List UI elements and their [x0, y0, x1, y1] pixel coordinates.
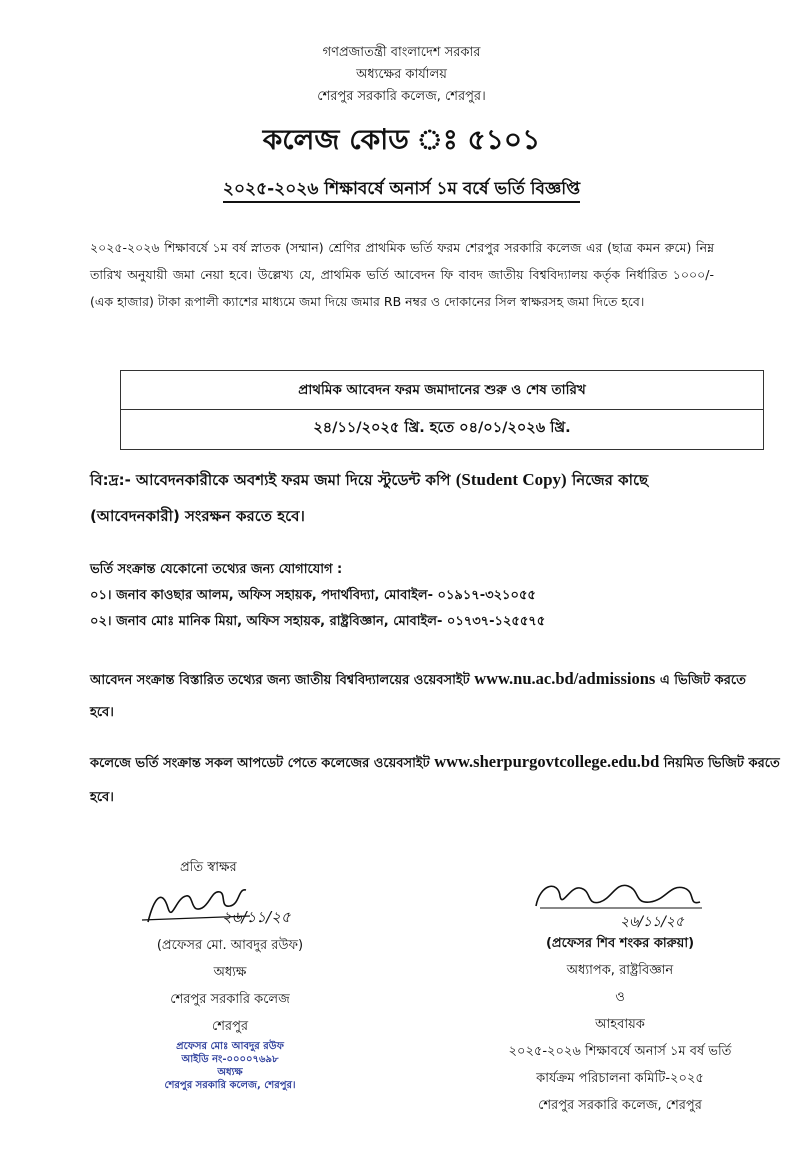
convener-role: আহবায়ক — [595, 1017, 645, 1032]
date-table — [120, 370, 764, 450]
office-name: অধ্যক্ষের কার্যালয় — [356, 67, 447, 82]
nu-website-link[interactable]: www.nu.ac.bd/admissions — [474, 669, 656, 688]
government-name: গণপ্রজাতন্ত্রী বাংলাদেশ সরকার — [322, 45, 481, 60]
principal-signature-date: ২৬/১১/২৫ — [222, 908, 291, 926]
college-name: শেরপুর সরকারি কলেজ, শেরপুর। — [317, 89, 486, 104]
note-prefix: বি:দ্র:- আবেদনকারীকে অবশ্যই ফরম জমা দিয়ে স্টুডেন্ট কপি — [90, 471, 456, 489]
nu-info-prefix: আবেদন সংক্রান্ত বিস্তারিত তথ্যের জন্য জাতীয় বিশ্ববিদ্যালয়ের ওয়েবসাইট — [90, 673, 475, 688]
principal-place: শেরপুর — [211, 1019, 249, 1034]
convener-name: (প্রফেসর শিব শংকর কারুয়া) — [545, 936, 695, 951]
countersign-label: প্রতি স্বাক্ষর — [180, 860, 237, 875]
stamp-line-3: অধ্যক্ষ — [217, 1067, 243, 1078]
note-english: (Student Copy) — [455, 470, 567, 489]
convener-designation: অধ্যাপক, রাষ্ট্রবিজ্ঞান — [566, 963, 674, 978]
contact-heading: ভর্তি সংক্রান্ত যেকোনো তথ্যের জন্য যোগাযোগ : — [90, 562, 343, 577]
college-web-suffix: নিয়মিত ভিজিট করতে হবে। — [90, 756, 780, 805]
principal-institution: শেরপুর সরকারি কলেজ — [170, 992, 290, 1007]
notice-title — [0, 176, 803, 204]
nu-info-suffix: এ ভিজিট করতে হবে। — [90, 673, 746, 720]
nu-website-info — [90, 663, 770, 729]
stamp-line-2: আইডি নং-০০০০৭৬৯৮ — [181, 1054, 279, 1065]
college-website-info — [90, 745, 780, 815]
principal-signature-image — [130, 878, 330, 932]
special-note — [90, 462, 730, 534]
note-suffix: নিজের কাছে (আবেদনকারী) সংরক্ষন করতে হবে। — [90, 471, 649, 525]
date-range: ২৪/১১/২০২৫ খ্রি. হতে ০৪/০১/২০২৬ খ্রি. — [313, 420, 571, 436]
contact-item-2: ০২। জনাব মোঃ মানিক মিয়া, অফিস সহায়ক, রাষ্ট্রবিজ্ঞান, মোবাইল- ০১৭৩৭-১২৫৫৭৫ — [90, 614, 546, 629]
contact-section — [90, 557, 750, 635]
convener-signature-block — [470, 872, 770, 1119]
committee-line-1: ২০২৫-২০২৬ শিক্ষাবর্ষে অনার্স ১ম বর্ষ ভর্তি — [508, 1044, 732, 1059]
notice-paragraph: ২০২৫-২০২৬ শিক্ষাবর্ষে ১ম বর্ষ স্নাতক (সম্মান) শ্রেণির প্রাথমিক ভর্তি ফরম শেরপুর সরকারি কলেজ এর (ছাত্র কমন রুমে) নিম্ন তারিখ অনুযায়ী জমা নেয়া হবে। উল্লেখ্য যে, প্রাথমিক ভর্তি আবেদন ফি বাবদ জাতীয় বিশ্ববিদ্যালয় কর্তৃক নির্ধারিত ১০০০/- (এক হাজার) টাকা রূপালী ক্যাশের মাধ্যমে জমা দিয়ে জমার RB নম্বর ও দোকানের সিল স্বাক্ষরসহ জমা দিতে হবে। — [90, 240, 714, 309]
stamp-line-1: প্রফেসর মোঃ আবদুর রউফ — [176, 1041, 284, 1052]
principal-name: (প্রফেসর মো. আবদুর রউফ) — [156, 938, 304, 953]
stamp-line-4: শেরপুর সরকারি কলেজ, শেরপুর। — [164, 1080, 296, 1091]
notice-title-text: ২০২৫-২০২৬ শিক্ষাবর্ষে অনার্স ১ম বর্ষে ভর্তি বিজ্ঞপ্তি — [223, 179, 580, 203]
principal-signature-block — [100, 858, 360, 1092]
convener-signature-date: ২৬/১১/২৫ — [620, 914, 684, 930]
principal-stamp — [100, 1040, 360, 1092]
principal-designation: অধ্যক্ষ — [213, 965, 247, 980]
convener-institution: শেরপুর সরকারি কলেজ, শেরপুর — [538, 1098, 702, 1113]
committee-line-2: কার্যক্রম পরিচালনা কমিটি-২০২৫ — [536, 1071, 704, 1086]
date-table-heading: প্রাথমিক আবেদন ফরম জমাদানের শুরু ও শেষ তারিখ — [121, 371, 763, 410]
office-header — [0, 42, 803, 108]
convener-and: ও — [615, 990, 625, 1005]
contact-item-1: ০১। জনাব কাওছার আলম, অফিস সহায়ক, পদার্থবিদ্যা, মোবাইল- ০১৯১৭-৩২১০৫৫ — [90, 588, 536, 603]
college-web-prefix: কলেজে ভর্তি সংক্রান্ত সকল আপডেট পেতে কলেজের ওয়েবসাইট — [90, 756, 435, 771]
college-website-link[interactable]: www.sherpurgovtcollege.edu.bd — [434, 752, 660, 771]
college-code: কলেজ কোড ঃ ৫১০১ — [262, 123, 541, 156]
convener-signature-image — [500, 872, 740, 930]
